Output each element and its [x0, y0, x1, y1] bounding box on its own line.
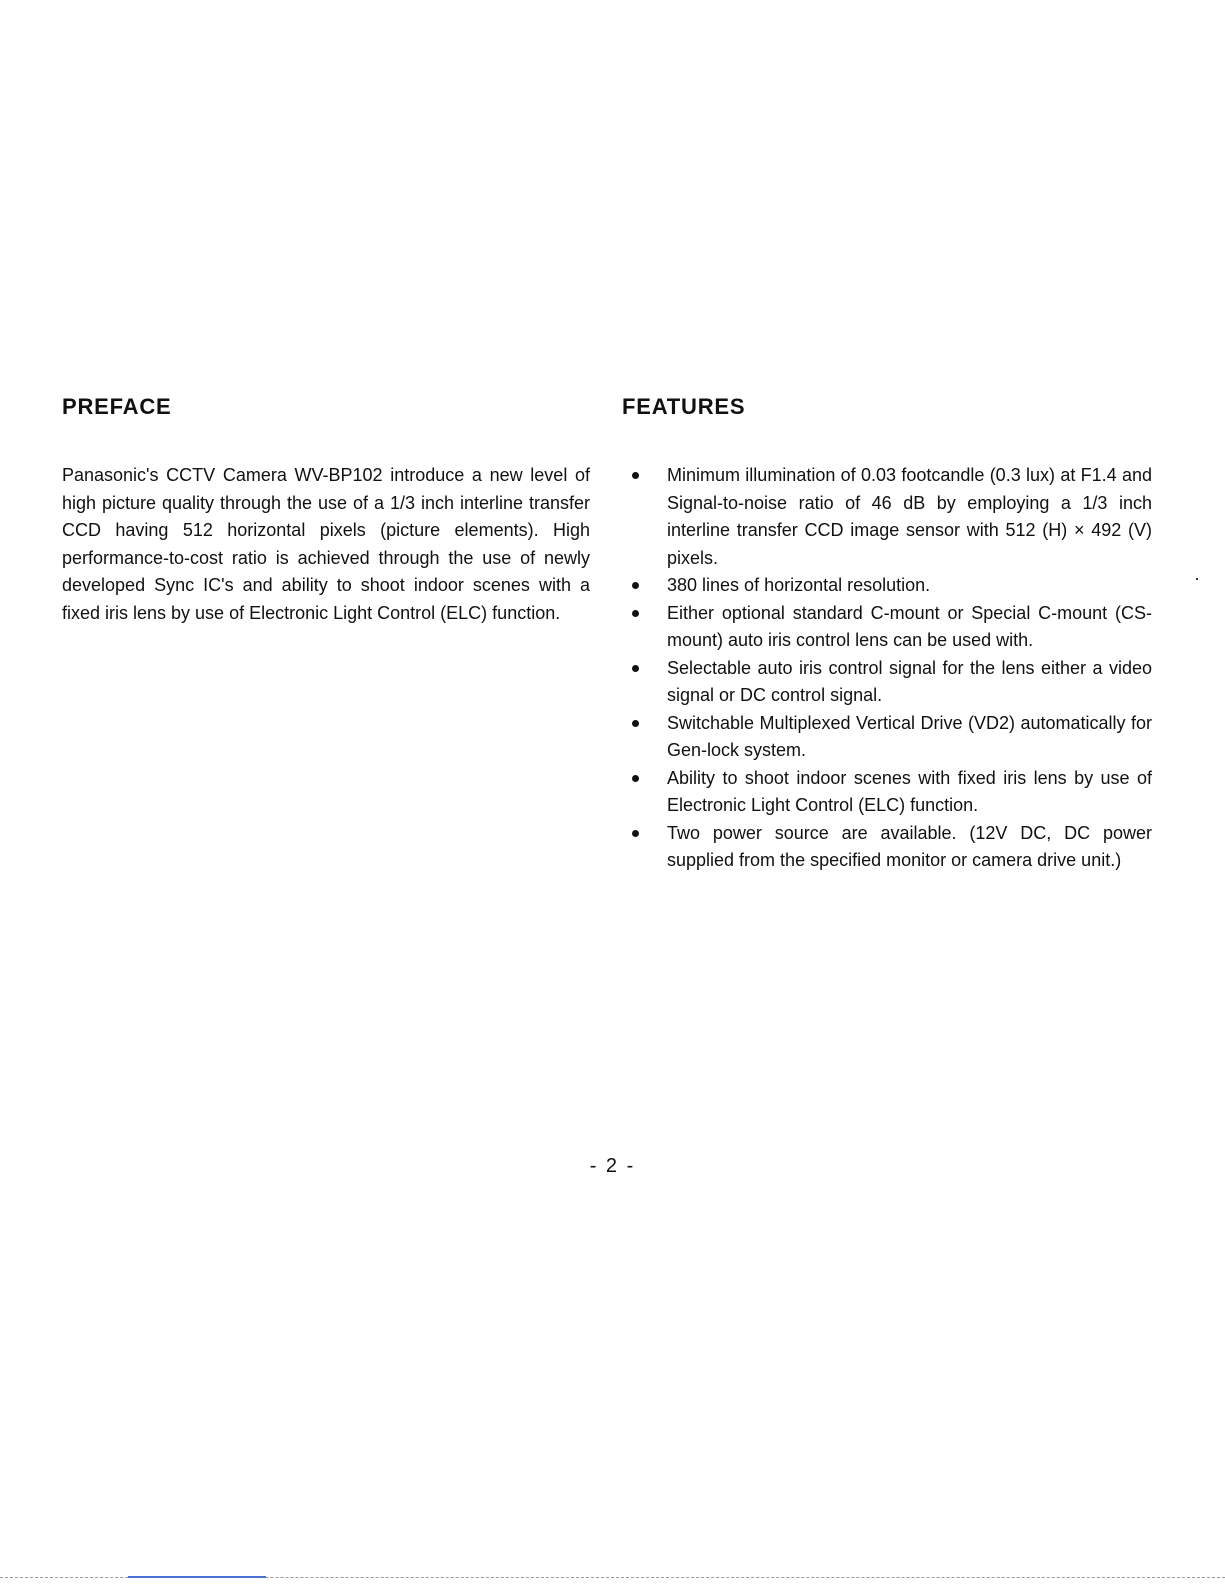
- bullet-icon: [632, 720, 639, 727]
- feature-text: Selectable auto iris control signal for the lens either a video signal or DC control signal.: [667, 657, 1152, 705]
- page-number: - 2 -: [589, 1155, 636, 1177]
- feature-item: [622, 765, 1152, 820]
- feature-text: Ability to shoot indoor scenes with fixed iris lens by use of Electronic Light Control (ELC) function.: [667, 767, 1152, 815]
- bullet-icon: [632, 665, 639, 672]
- features-heading: FEATURES: [622, 394, 746, 419]
- feature-text: Two power source are available. (12V DC, DC power supplied from the specified monitor or camera drive unit.): [667, 822, 1152, 870]
- feature-text: Switchable Multiplexed Vertical Drive (VD2) automatically for Gen-lock system.: [667, 712, 1152, 760]
- feature-item: [622, 655, 1152, 710]
- feature-item: [622, 572, 1152, 600]
- feature-text: Either optional standard C-mount or Special C-mount (CS-mount) auto iris control lens can be used with.: [667, 602, 1152, 650]
- bullet-icon: [632, 830, 639, 837]
- bullet-icon: [632, 610, 639, 617]
- bullet-icon: [632, 472, 639, 479]
- preface-section: [62, 392, 590, 627]
- features-section: [622, 392, 1152, 875]
- feature-item: [622, 820, 1152, 875]
- feature-item: [622, 600, 1152, 655]
- scan-speck: [1196, 578, 1198, 580]
- feature-item: [622, 710, 1152, 765]
- feature-text: Minimum illumination of 0.03 footcandle (0.3 lux) at F1.4 and Signal-to-noise ratio of 46 dB by employing a 1/3 inch interline transfer CCD image sensor with 512 (H) × 492 (V) pixels.: [667, 465, 1152, 568]
- bullet-icon: [632, 775, 639, 782]
- bullet-icon: [632, 582, 639, 589]
- preface-heading: PREFACE: [62, 394, 172, 419]
- feature-text: 380 lines of horizontal resolution.: [667, 575, 931, 595]
- feature-item: [622, 462, 1152, 572]
- bottom-link-underline[interactable]: [128, 1576, 266, 1578]
- features-list: [622, 462, 1152, 875]
- preface-body: Panasonic's CCTV Camera WV-BP102 introduce a new level of high picture quality through the use of a 1/3 inch interline transfer CCD having 512 horizontal pixels (picture elements). High performance-to-cost ratio is achieved through the use of newly developed Sync IC's and ability to shoot indoor scenes with a fixed iris lens by use of Electronic Light Control (ELC) function.: [62, 465, 590, 623]
